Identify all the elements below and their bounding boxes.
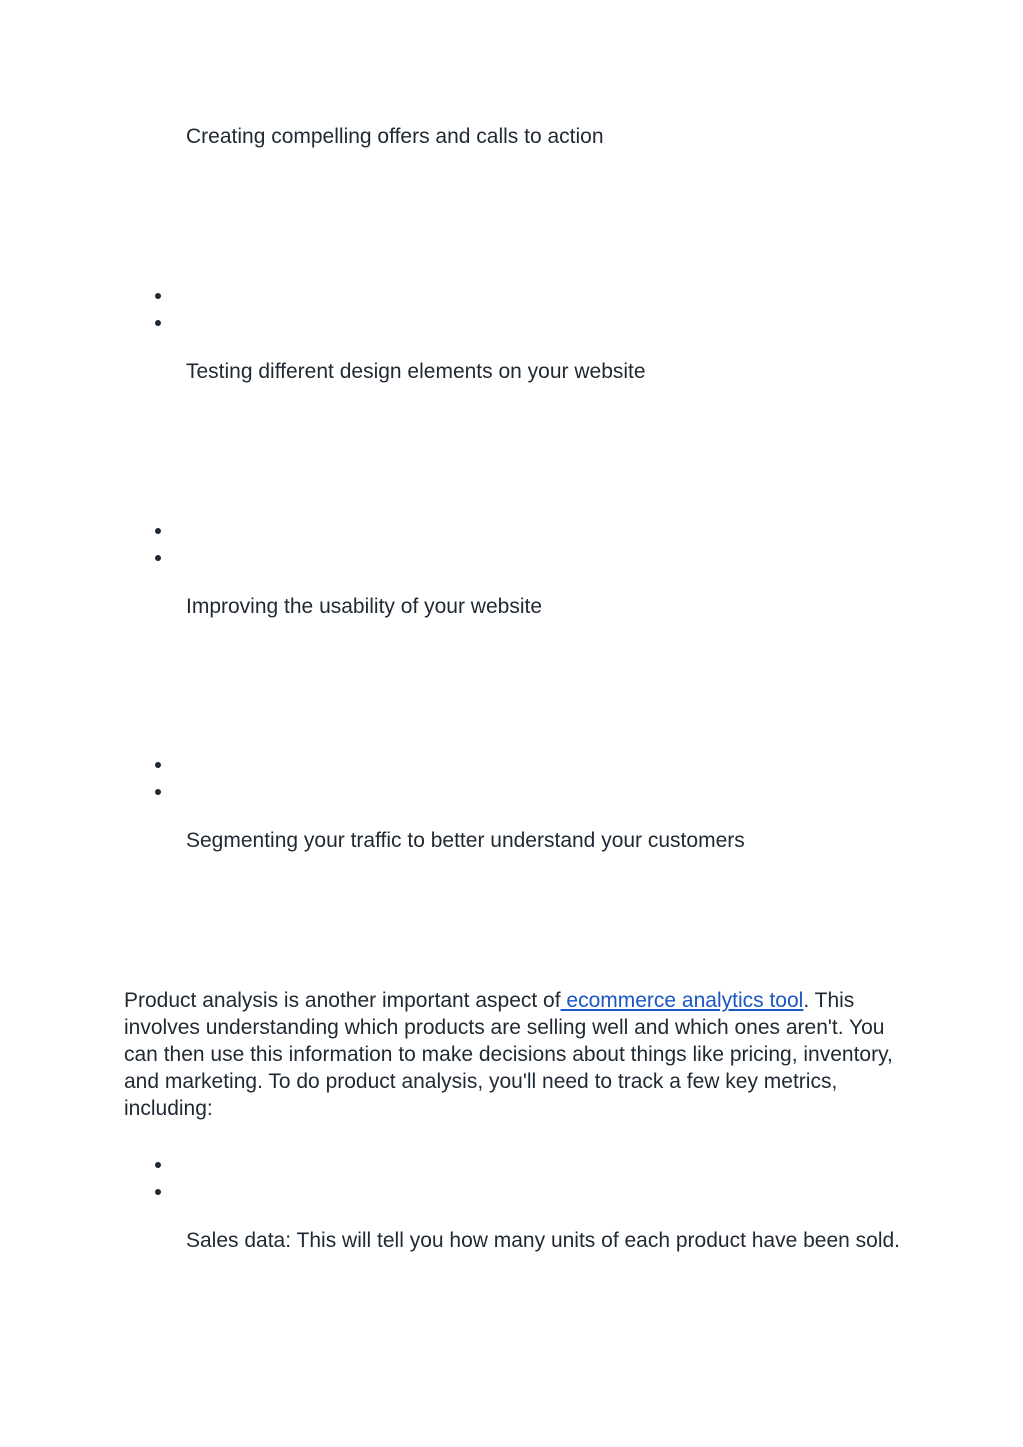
bullet-icon [155,789,161,795]
bullet-icon [155,1162,161,1168]
bullet-icon [155,528,161,534]
list-item-text: Creating compelling offers and calls to action [186,125,604,148]
paragraph-text-before-link: Product analysis is another important aspect of [124,989,561,1012]
list-item-text: Sales data: This will tell you how many units of each product have been sold. [186,1229,901,1252]
list-item-text: Testing different design elements on your website [186,360,646,383]
list-item-text: Segmenting your traffic to better understand your customers [186,829,745,852]
product-analysis-paragraph [124,987,914,1122]
paragraph-text-after-link: . This involves understanding which products are selling well and which ones aren't. You can then use this information to make decisions about things like pricing, inventory, and marketing. To do product analysis, you'll need to track a few key metrics, including: [124,989,893,1120]
bullet-icon [155,762,161,768]
bullet-icon [155,320,161,326]
bullet-icon [155,293,161,299]
bullet-icon [155,1189,161,1195]
list-item-text: Improving the usability of your website [186,595,543,618]
ecommerce-analytics-tool-link[interactable]: ecommerce analytics tool [560,989,804,1012]
bullet-icon [155,555,161,561]
